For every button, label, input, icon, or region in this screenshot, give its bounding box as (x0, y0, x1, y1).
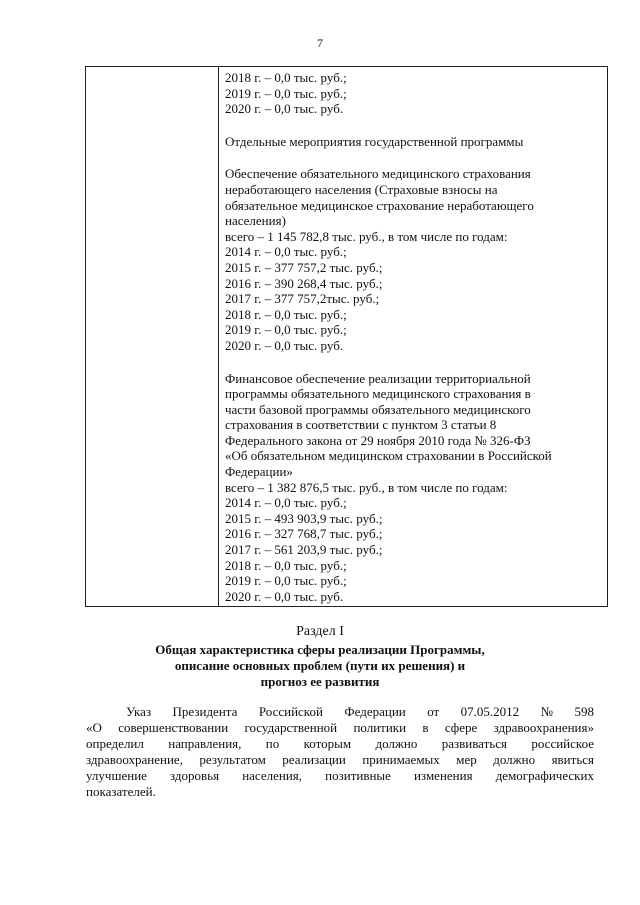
paragraph-word: должно (493, 752, 536, 767)
paragraph-word: явиться (551, 752, 594, 767)
text-line: населения) (225, 213, 286, 229)
year-line: 2015 г. – 377 757,2 тыс. руб.; (225, 259, 383, 275)
paragraph-word: позитивные (325, 768, 391, 783)
total-line: всего – 1 382 876,5 тыс. руб., в том числе по годам: (225, 479, 508, 495)
paragraph-word: Федерации (344, 704, 406, 719)
year-line: 2019 г. – 0,0 тыс. руб.; (225, 573, 347, 589)
paragraph-word: политики (353, 720, 407, 735)
paragraph-word: изменения (414, 768, 473, 783)
year-line: 2017 г. – 561 203,9 тыс. руб.; (225, 542, 383, 558)
insurance-block (225, 166, 601, 353)
paragraph-word: совершенствовании (118, 720, 229, 735)
text-line: программы обязательного медицинского страхования в (225, 386, 531, 402)
year-line: 2016 г. – 327 768,7 тыс. руб.; (225, 526, 383, 542)
paragraph-word: мер (456, 752, 477, 767)
paragraph-word: в (422, 720, 429, 735)
program-funding-table (85, 66, 608, 607)
paragraph-line (86, 736, 594, 752)
top-year-list (225, 70, 601, 117)
year-line: 2020 г. – 0,0 тыс. руб. (225, 101, 344, 117)
paragraph-word: Российской (258, 704, 323, 719)
paragraph-word: улучшение (86, 768, 147, 783)
text-line: части базовой программы обязательного медицинского (225, 401, 531, 417)
paragraph-word: направления, (168, 736, 242, 751)
paragraph-word: демографических (495, 768, 594, 783)
paragraph-word: развиваться (441, 736, 507, 751)
paragraph-word: Президента (172, 704, 238, 719)
section-title: Раздел I (296, 624, 344, 639)
table-left-column (86, 67, 219, 606)
paragraph-word: определил (86, 736, 144, 751)
territorial-program-block (225, 371, 601, 605)
paragraph-word: российское (531, 736, 594, 751)
year-line: 2019 г. – 0,0 тыс. руб.; (225, 85, 347, 101)
paragraph-word: населения, (242, 768, 303, 783)
page-number: 7 (317, 36, 323, 50)
year-line: 2020 г. – 0,0 тыс. руб. (225, 588, 344, 604)
text-line: «Об обязательном медицинском страховании в Российской (225, 448, 552, 464)
text-line: обязательное медицинское страхование неработающего (225, 197, 534, 213)
paragraph-word: здоровья (170, 768, 220, 783)
body-paragraph (86, 704, 594, 800)
table-right-column (219, 67, 607, 606)
heading-line: Общая характеристика сферы реализации Программы, (155, 642, 485, 657)
year-line: 2015 г. – 493 903,9 тыс. руб.; (225, 510, 383, 526)
paragraph-line (86, 704, 594, 720)
paragraph-word: № (540, 704, 553, 719)
year-line: 2019 г. – 0,0 тыс. руб.; (225, 322, 347, 338)
paragraph-word: 07.05.2012 (460, 704, 520, 719)
year-line: 2014 г. – 0,0 тыс. руб.; (225, 495, 347, 511)
text-line: Федерального закона от 29 ноября 2010 года № 326-ФЗ (225, 432, 531, 448)
total-line: всего – 1 145 782,8 тыс. руб., в том числе по годам: (225, 228, 508, 244)
paragraph-line (86, 752, 594, 768)
paragraph-word: Указ (126, 704, 152, 719)
paragraph-word: должно (375, 736, 418, 751)
year-line: 2018 г. – 0,0 тыс. руб.; (225, 557, 347, 573)
text-line: Федерации» (225, 464, 293, 480)
table-subheading: Отдельные мероприятия государственной программы (225, 133, 524, 149)
paragraph-word: 598 (574, 704, 594, 719)
year-line: 2014 г. – 0,0 тыс. руб.; (225, 244, 347, 260)
paragraph-line (86, 784, 594, 800)
text-line: неработающего населения (Страховые взносы на (225, 181, 498, 197)
text-line: страхования в соответствии с пунктом 3 статьи 8 (225, 417, 497, 433)
section-heading (0, 642, 640, 690)
paragraph-word: которым (303, 736, 352, 751)
paragraph-word: государственной (244, 720, 338, 735)
paragraph-word: здравоохранения» (493, 720, 594, 735)
paragraph-line (86, 720, 594, 736)
text-line: Обеспечение обязательного медицинского страхования (225, 166, 531, 182)
text-line: Финансовое обеспечение реализации территориальной (225, 370, 531, 386)
paragraph-word: здравоохранение, (86, 752, 183, 767)
paragraph-line (86, 768, 594, 784)
year-line: 2017 г. – 377 757,2тыс. руб.; (225, 291, 380, 307)
year-line: 2018 г. – 0,0 тыс. руб.; (225, 306, 347, 322)
year-line: 2016 г. – 390 268,4 тыс. руб.; (225, 275, 383, 291)
year-line: 2020 г. – 0,0 тыс. руб. (225, 337, 344, 353)
paragraph-word: «О (86, 720, 102, 735)
paragraph-word: сфере (444, 720, 478, 735)
paragraph-word: от (427, 704, 440, 719)
paragraph-word: результатом (199, 752, 266, 767)
heading-line: прогноз ее развития (260, 674, 380, 689)
paragraph-word: показателей. (86, 784, 156, 799)
paragraph-word: принимаемых (362, 752, 440, 767)
paragraph-word: реализации (282, 752, 346, 767)
paragraph-word: по (265, 736, 280, 751)
year-line: 2018 г. – 0,0 тыс. руб.; (225, 70, 347, 85)
heading-line: описание основных проблем (пути их решения) и (174, 658, 466, 673)
